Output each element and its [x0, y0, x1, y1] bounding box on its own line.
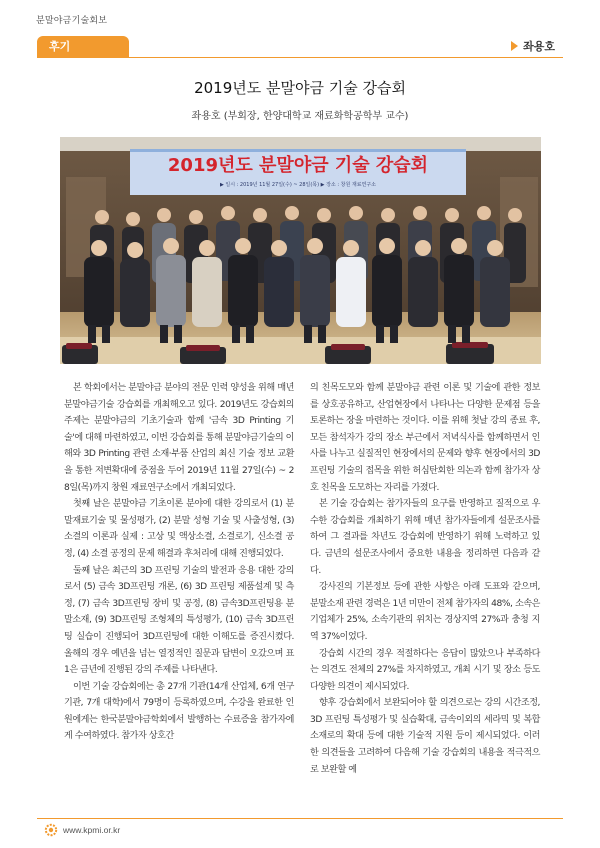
body-column-left — [64, 380, 294, 745]
author-tag-name: 좌용호 — [523, 41, 555, 53]
photo-banner-title: 2019년도 분말야금 기술 강습회 — [167, 155, 429, 176]
footer-divider — [37, 818, 563, 819]
article-body — [64, 380, 540, 780]
section-header — [37, 36, 563, 58]
group-photo — [60, 137, 541, 364]
body-paragraph: 본 학회에서는 분말야금 분야의 전문 인력 양성을 위해 매년 분말야금기술 강습회를 개최해오고 있다. 2019년도 강습회의 주제는 분말야금의 기초기술과 함께 '금속 3D Printing 기술'에 대해 마련하였고, 이번 강습회를 통해 분말야금기술의 이해와 3D Printing 관련 소재·부품 산업의 최신 기술 정보 교환을 통한 저변확대에 중점을 두어 2019년 11월 27일(수) ~ 28일(목)까지 창원 재료연구소에서 개최되었다. — [64, 383, 294, 493]
body-paragraph: 본 기술 강습회는 참가자들의 요구를 반영하고 질적으로 우수한 강습회를 개최하기 위해 매년 참가자들에게 설문조사를 하여 그 결과를 차년도 강습회에 반영하기 위해 노력하고 있다. 금년의 설문조사에서 중요한 내용을 정리하면 다음과 같다. — [310, 499, 540, 576]
article-byline: 좌용호 (부회장, 한양대학교 재료화학공학부 교수) — [191, 111, 409, 122]
body-paragraph: 첫째 날은 분말야금 기초이론 분야에 대한 강의로서 (1) 분말재료기술 및 물성평가, (2) 분말 성형 기술 및 사출성형, (3) 소결의 이론과 실제 : 고상 및 액상소결, 소결로기, 신소결 공정, (4) 소결 공정의 문제 해결과 후처리에 대해 진행되었다. — [64, 499, 294, 559]
author-tag — [511, 38, 555, 54]
body-paragraph: 둘째 날은 최근의 3D 프린팅 기술의 발전과 응용 대한 강의로서 (5) 금속 3D프린팅 개론, (6) 3D 프린팅 제품설계 및 측정, (7) 금속 3D프린팅 장비 및 공정, (8) 금속3D프린팅용 분말소재, (9) 3D프린팅 조형체의 특성평가, (10) 금속 3D프린팅 실습이 진행되어 3D프린팅에 대한 이해도를 증진시켰다. 올해의 경우 예년을 넘는 열정적인 질문과 답변이 오갔으며 표 1은 금년에 진행된 강의 주제를 나타낸다. — [64, 565, 294, 676]
body-paragraph: 향후 강습회에서 보완되어야 할 의견으로는 강의 시간조정, 3D 프린팅 특성평가 및 실습확대, 금속이외의 세라믹 및 복합소재로의 확대 등에 대한 기술적 지원 등이 제시되었다. 이러한 의견들을 고려하여 다음해 기술 강습회의 내용을 적극적으로 보완할 예 — [310, 698, 540, 775]
triangle-bullet-icon — [511, 41, 518, 51]
footer-url[interactable]: www.kpmi.or.kr — [63, 825, 121, 835]
body-paragraph: 의 친목도모와 함께 분말야금 관련 이론 및 기술에 관한 정보를 상호공유하고, 산업현장에서 나타나는 다양한 문제점 등을 토론하는 장을 마련하는 것이다. 이를 위해 첫날 강의 종료 후, 모든 참석자가 강의 장소 부근에서 저녁식사를 함께하면서 인사를 나누고 실질적인 현장에서의 문제와 향후 현장에서의 3D 프린팅 기술의 접목을 위한 허심탄회한 의논과 함께 참가자 상호 친목을 도모하는 자리를 가졌다. — [310, 383, 540, 493]
photo-banner — [130, 149, 466, 195]
article-title: 2019년도 분말야금 기술 강습회 — [194, 79, 406, 97]
body-column-right — [310, 380, 540, 778]
photo-banner-sub: ▶ 일시 : 2019년 11월 27일(수) ~ 28일(목) ▶ 장소 : 창원 재료연구소 — [219, 182, 377, 188]
body-paragraph: 강사진의 기본정보 등에 관한 사항은 아래 도표와 같으며, 분말소재 관련 경력은 1년 미만이 전체 참가자의 48%, 소속은 기업체가 25%, 소속기관의 위치는 경상지역 27%과 충청 지역 37%이었다. — [310, 582, 540, 642]
journal-name: 분말야금기술회보 — [36, 15, 108, 25]
gear-logo-icon — [44, 823, 58, 837]
section-tab: 후기 — [37, 36, 129, 58]
body-paragraph: 강습회 시간의 경우 적절하다는 응답이 많았으나 부족하다는 의견도 전체의 27%를 차지하였고, 개최 시기 및 장소 등도 다양한 의견이 제시되었다. — [310, 648, 540, 692]
body-paragraph: 이번 기술 강습회에는 총 27개 기관(14개 산업체, 6개 연구기관, 7개 대학)에서 79명이 등록하였으며, 수강을 완료한 인원에게는 한국분말야금학회에서 발행하는 수료증을 참가자에게 수여하였다. 참가자 상호간 — [64, 681, 294, 742]
